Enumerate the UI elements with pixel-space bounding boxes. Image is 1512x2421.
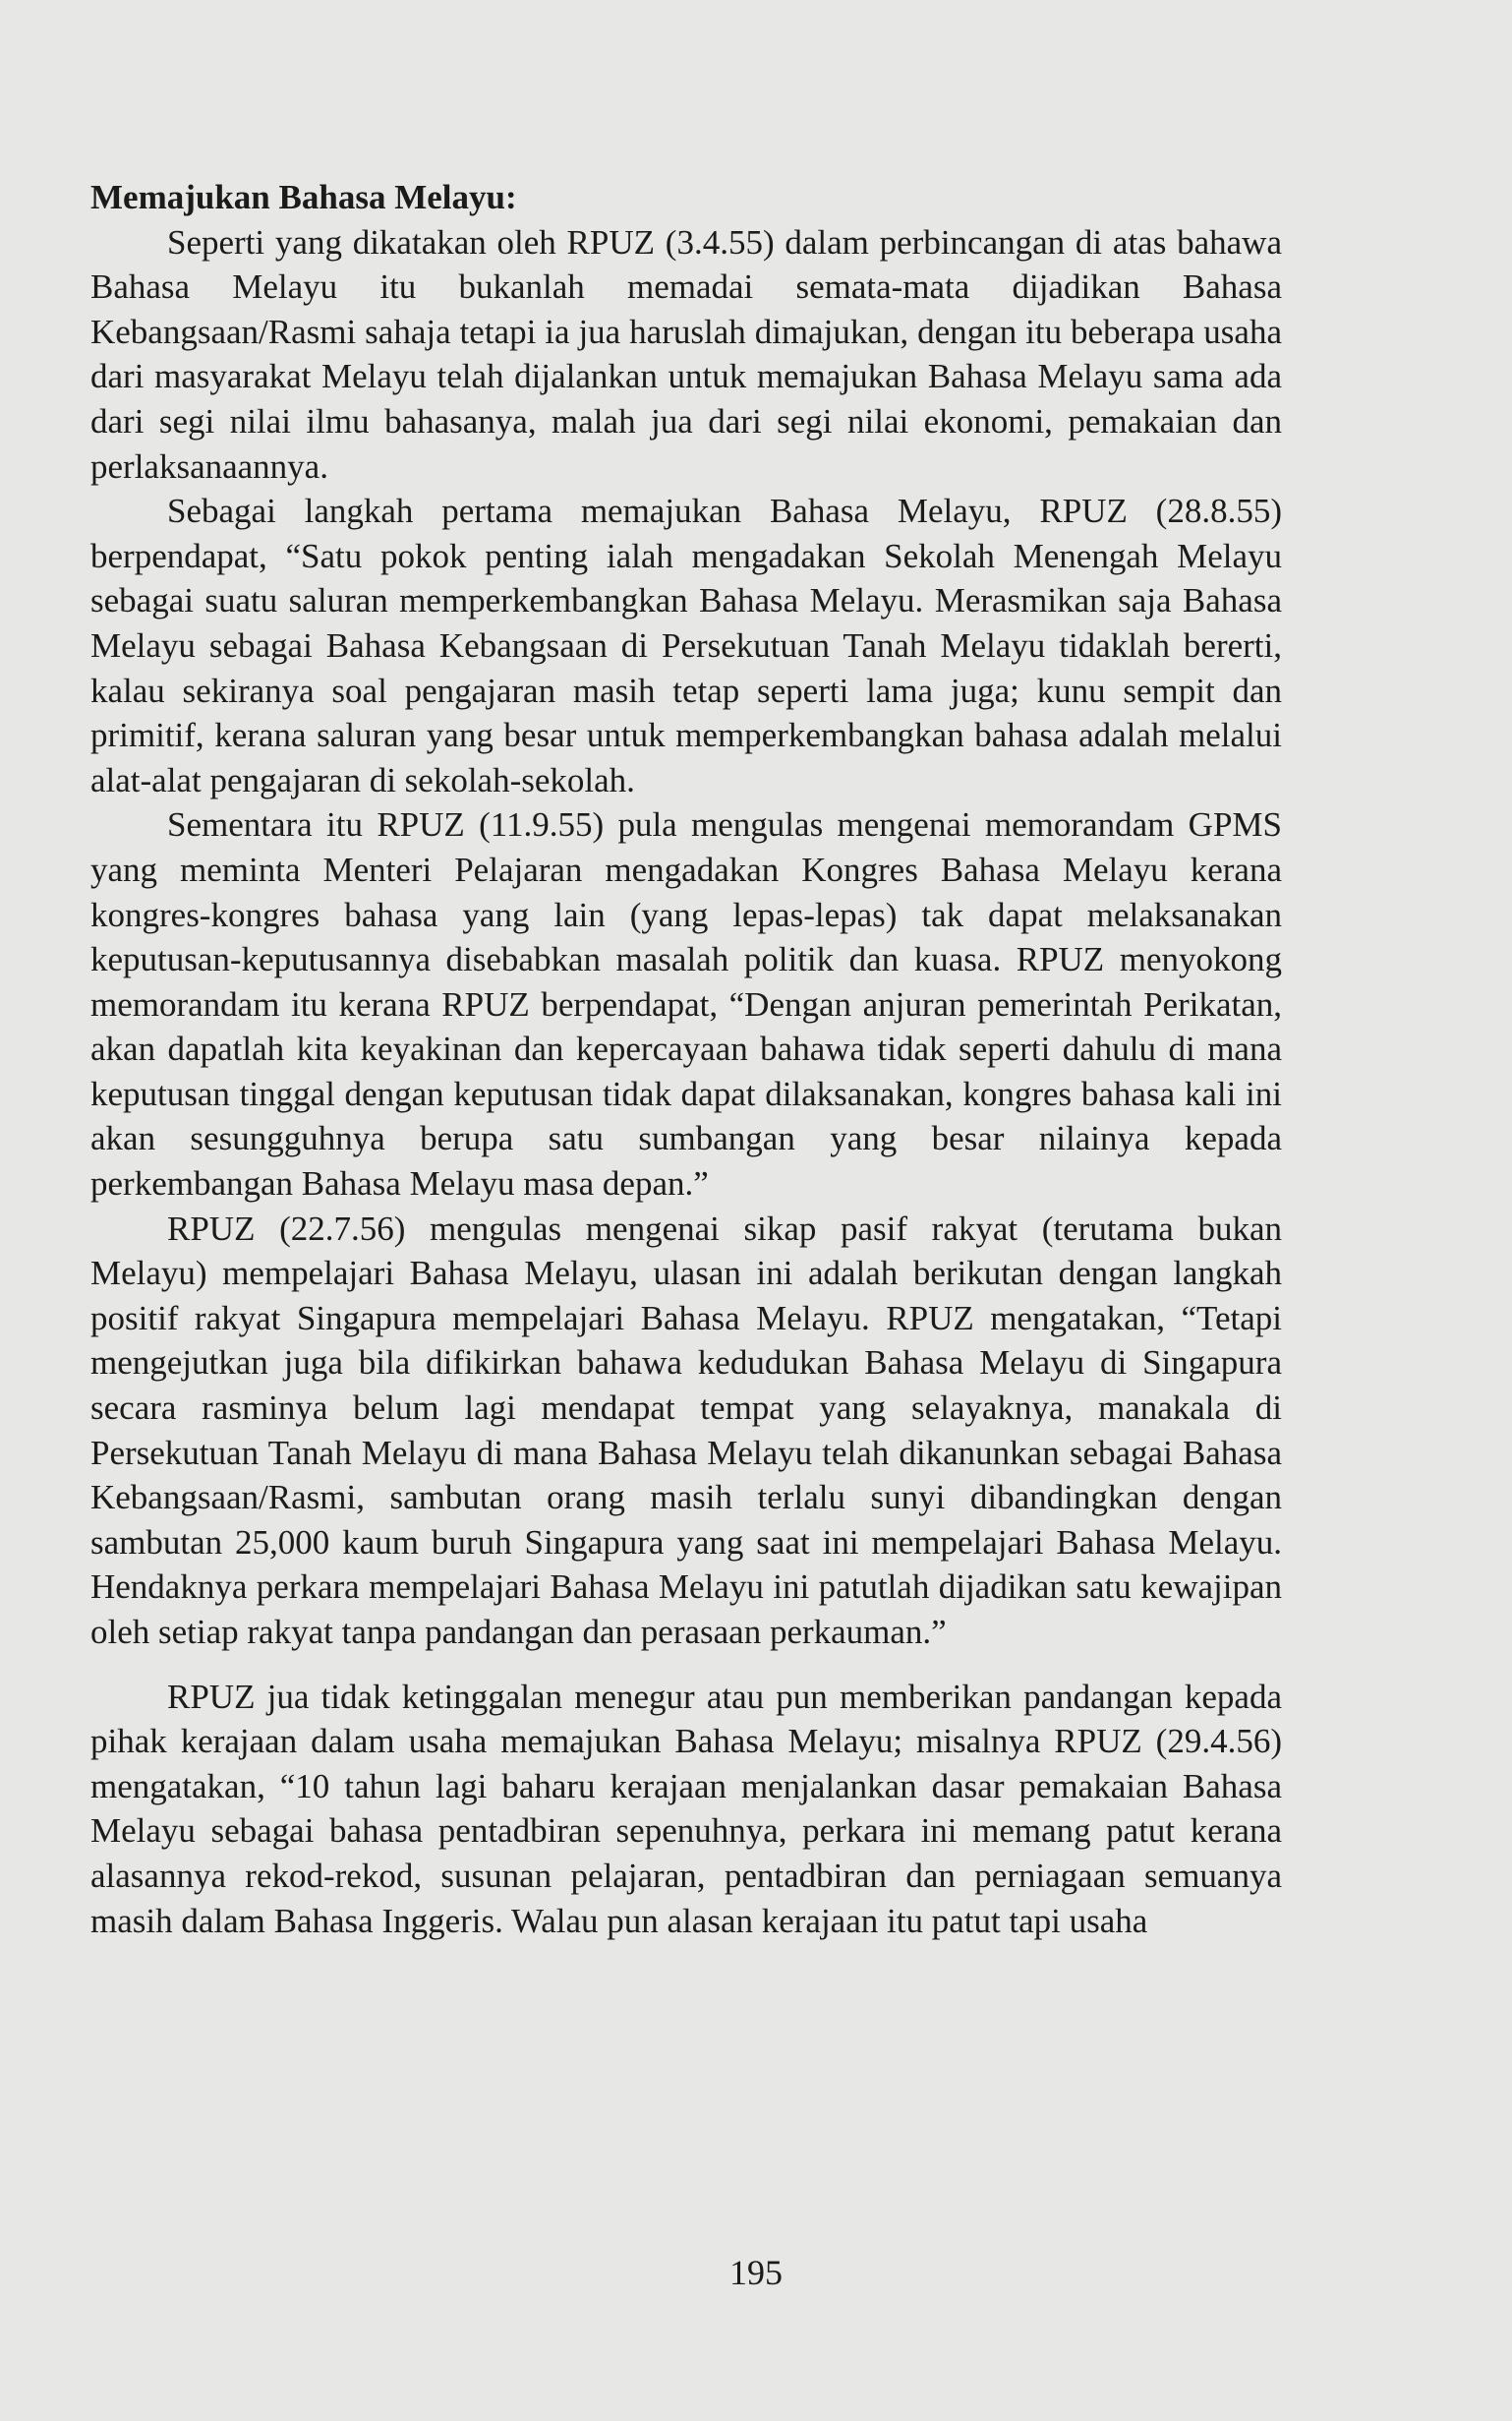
paragraph: Sebagai langkah pertama memajukan Bahasa Melayu, RPUZ (28.8.55) berpendapat, “Satu pokok penting ialah mengadakan Sekolah Menengah Melayu sebagai suatu saluran memperkembangkan Bahasa Melayu. Merasmikan saja Bahasa Melayu sebagai Bahasa Kebangsaan di Persekutuan Tanah Melayu tidaklah bererti, kalau sekiranya soal pengajaran masih tetap seperti lama juga; kunu sempit dan primitif, kerana saluran yang besar untuk memperkembangkan bahasa adalah melalui alat-alat pengajaran di sekolah-sekolah. <box>90 492 1282 799</box>
paragraph: Sementara itu RPUZ (11.9.55) pula mengulas mengenai memorandam GPMS yang meminta Menteri Pelajaran mengadakan Kongres Bahasa Melayu kerana kongres-kongres bahasa yang lain (yang lepas-lepas) tak dapat melaksanakan keputusan-keputusannya disebabkan masalah politik dan kuasa. RPUZ menyokong memorandam itu kerana RPUZ berpendapat, “Dengan anjuran pemerintah Perikatan, akan dapatlah kita keyakinan dan kepercayaan bahawa tidak seperti dahulu di mana keputusan tinggal dengan keputusan tidak dapat dilaksanakan, kongres bahasa kali ini akan sesungguhnya berupa satu sumbangan yang besar nilainya kepada perkembangan Bahasa Melayu masa depan.” <box>90 805 1282 1204</box>
section-heading: Memajukan Bahasa Melayu: <box>90 178 517 216</box>
paragraph: Seperti yang dikatakan oleh RPUZ (3.4.55) dalam perbincangan di atas bahawa Bahasa Melayu itu bukanlah memadai semata-mata dijadikan Bahasa Kebangsaan/Rasmi sahaja tetapi ia jua haruslah dimajukan, dengan itu beberapa usaha dari masyarakat Melayu telah dijalankan untuk memajukan Bahasa Melayu sama ada dari segi nilai ilmu bahasanya, malah jua dari segi nilai ekonomi, pemakaian dan perlaksanaannya. <box>90 222 1282 486</box>
paragraph: RPUZ (22.7.56) mengulas mengenai sikap pasif rakyat (terutama bukan Melayu) mempelajari Bahasa Melayu, ulasan ini adalah berikutan dengan langkah positif rakyat Singapura mempelajari Bahasa Melayu. RPUZ mengatakan, “Tetapi mengejutkan juga bila difikirkan bahawa kedudukan Bahasa Melayu di Singapura secara rasminya belum lagi mendapat tempat yang selayaknya, manakala di Persekutuan Tanah Melayu di mana Bahasa Melayu telah dikanunkan sebagai Bahasa Kebangsaan/Rasmi, sambutan orang masih terlalu sunyi dibandingkan dengan sambutan 25,000 kaum buruh Singapura yang saat ini mempelajari Bahasa Melayu. Hendaknya perkara mempelajari Bahasa Melayu ini patutlah dijadikan satu kewajipan oleh setiap rakyat tanpa pandangan dan perasaan perkauman.” <box>90 1209 1282 1651</box>
page-number: 195 <box>729 2253 783 2292</box>
paragraph: RPUZ jua tidak ketinggalan menegur atau pun memberikan pandangan kepada pihak kerajaan dalam usaha memajukan Bahasa Melayu; misalnya RPUZ (29.4.56) mengatakan, “10 tahun lagi baharu kerajaan menjalankan dasar pemakaian Bahasa Melayu sebagai bahasa pentadbiran sepenuhnya, perkara ini memang patut kerana alasannya rekod-rekod, susunan pelajaran, pentadbiran dan perniagaan semuanya masih dalam Bahasa Inggeris. Walau pun alasan kerajaan itu patut tapi usaha <box>90 1677 1282 1940</box>
page-body <box>90 175 1282 1943</box>
